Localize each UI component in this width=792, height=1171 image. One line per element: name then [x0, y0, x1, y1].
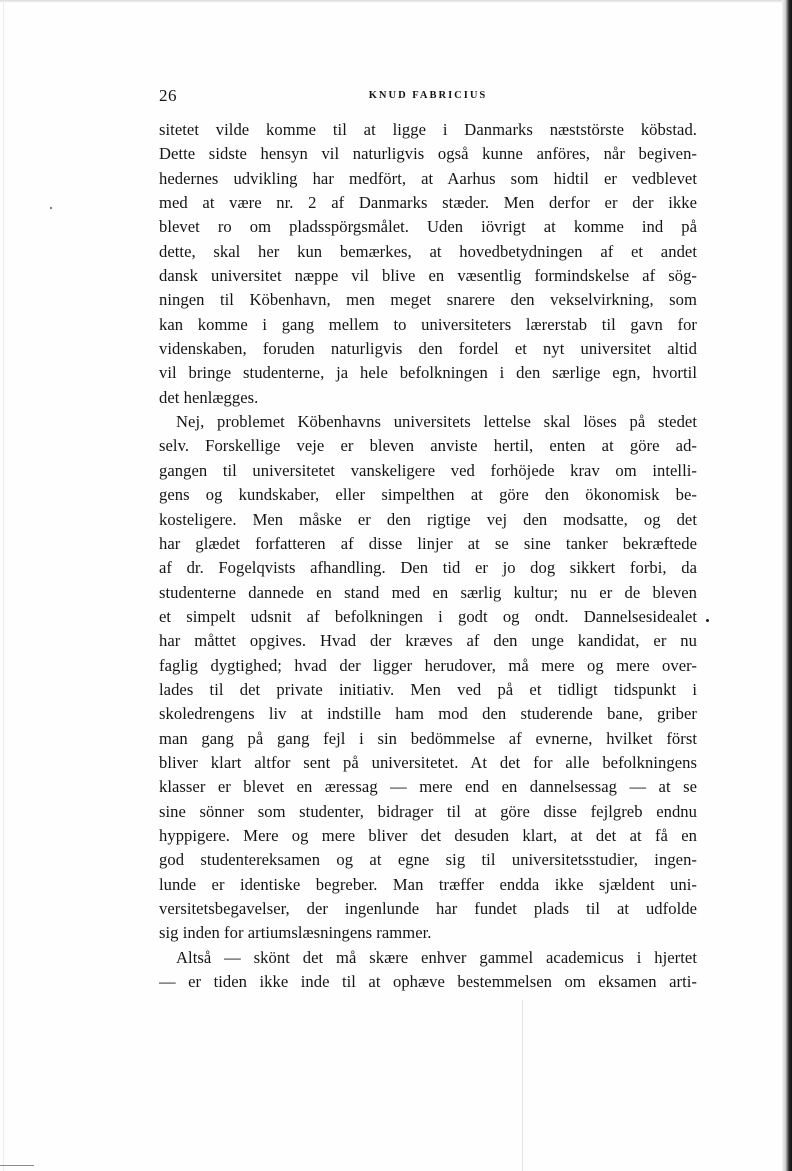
- text-line: Dette sidste hensyn vil naturligvis også kunne anföres, når begiven-: [159, 144, 697, 164]
- text-line: Nej, problemet Köbenhavns universitets lettelse skal löses på stedet: [176, 412, 697, 432]
- scan-left-edge: [3, 0, 4, 1171]
- text-line: hyppigere. Mere og mere bliver det desuden klart, at det at få en: [159, 825, 697, 845]
- text-line: dette, skal her kun bemærkes, at hovedbetydningen af et andet: [159, 241, 697, 261]
- scan-top-edge: [0, 0, 782, 3]
- text-line: klasser er blevet en æressag — mere end en dannelsessag — at se: [159, 777, 697, 797]
- text-line: gangen til universitetet vanskeligere ved forhöjede krav om intelli-: [159, 460, 697, 480]
- paragraph: [159, 410, 697, 946]
- text-line: bliver klart altfor sent på universitetet. At det for alle befolkningens: [159, 752, 697, 772]
- text-line: versitetsbegavelser, der ingenlunde har fundet plads til at udfolde: [159, 899, 697, 918]
- paragraph: [159, 946, 697, 995]
- page-number: 26: [159, 86, 177, 105]
- text-line: man gang på gang fejl i sin bedömmelse af evnerne, hvilket först: [159, 728, 697, 748]
- text-line: et simpelt udsnit af befolkningen i godt og ondt. Dannelsesidealet: [159, 606, 697, 626]
- text-line: Altså — skönt det må skære enhver gammel academicus i hjertet: [176, 947, 697, 967]
- text-line: lunde er identiske begreber. Man træffer endda ikke sjældent uni-: [159, 874, 697, 894]
- text-line: faglig dygtighed; hvad der ligger herudover, må mere og mere over-: [159, 655, 697, 675]
- text-line: blevet ro om pladsspörgsmålet. Uden iövrigt at komme ind på: [159, 217, 697, 237]
- text-line: selv. Forskellige veje er bleven anviste hertil, enten at göre ad-: [159, 436, 697, 456]
- text-line: skoledrengens liv at indstille ham mod den studerende bane, griber: [159, 704, 697, 724]
- text-line: vil bringe studenterne, ja hele befolkningen i den særlige egn, hvortil: [159, 363, 697, 383]
- text-line: sine sönner som studenter, bidrager til at göre disse fejlgreb endnu: [159, 801, 697, 821]
- text-line: videnskaben, foruden naturligvis den fordel et nyt universitet altid: [159, 339, 697, 359]
- scan-right-edge: [782, 0, 792, 1171]
- ink-speck: [706, 619, 709, 622]
- text-line: kan komme i gang mellem to universiteters lærerstab til gavn for: [159, 314, 697, 334]
- running-head: [159, 86, 697, 108]
- text-line: hedernes udvikling har medfört, at Aarhus som hidtil er vedblevet: [159, 168, 697, 188]
- text-line: studenterne dannede en stand med en særlig kultur; nu er de bleven: [159, 582, 697, 602]
- text-line: sig inden for artiumslæsningens rammer.: [159, 923, 432, 943]
- text-line: har glædet forfatteren af disse linjer at se sine tanker bekræftede: [159, 533, 697, 553]
- text-line: sitetet vilde komme til at ligge i Danmarks næststörste köbstad.: [159, 120, 697, 139]
- text-line: gens og kundskaber, eller simpelthen at göre den ökonomisk be-: [159, 485, 697, 505]
- ink-speck: [50, 207, 52, 209]
- text-line: har måttet opgives. Hvad der kræves af den unge kandidat, er nu: [159, 631, 697, 651]
- text-line: — er tiden ikke inde til at ophæve bestemmelsen om eksamen arti-: [159, 972, 697, 992]
- text-line: lades til det private initiativ. Men ved på et tidligt tidspunkt i: [159, 679, 697, 699]
- text-line: af dr. Fogelqvists afhandling. Den tid er jo dog sikkert forbi, da: [159, 558, 697, 578]
- text-line: ningen til Köbenhavn, men meget snarere den vekselvirkning, som: [159, 290, 697, 310]
- paragraph: [159, 118, 697, 410]
- running-title: KNUD FABRICIUS: [368, 90, 488, 101]
- text-line: god studentereksamen og at egne sig til universitetsstudier, ingen-: [159, 850, 697, 870]
- body-text: [159, 118, 697, 994]
- text-line: kosteligere. Men måske er den rigtige vej den modsatte, og det: [159, 509, 697, 529]
- text-line: med at være nr. 2 af Danmarks stæder. Men derfor er der ikke: [159, 193, 697, 213]
- text-line: det henlægges.: [159, 387, 259, 407]
- scan-gutter-line: [522, 1000, 523, 1171]
- scan-bottom-mark: [0, 1165, 34, 1166]
- text-line: dansk universitet næppe vil blive en væsentlig formindskelse af sög-: [159, 266, 697, 286]
